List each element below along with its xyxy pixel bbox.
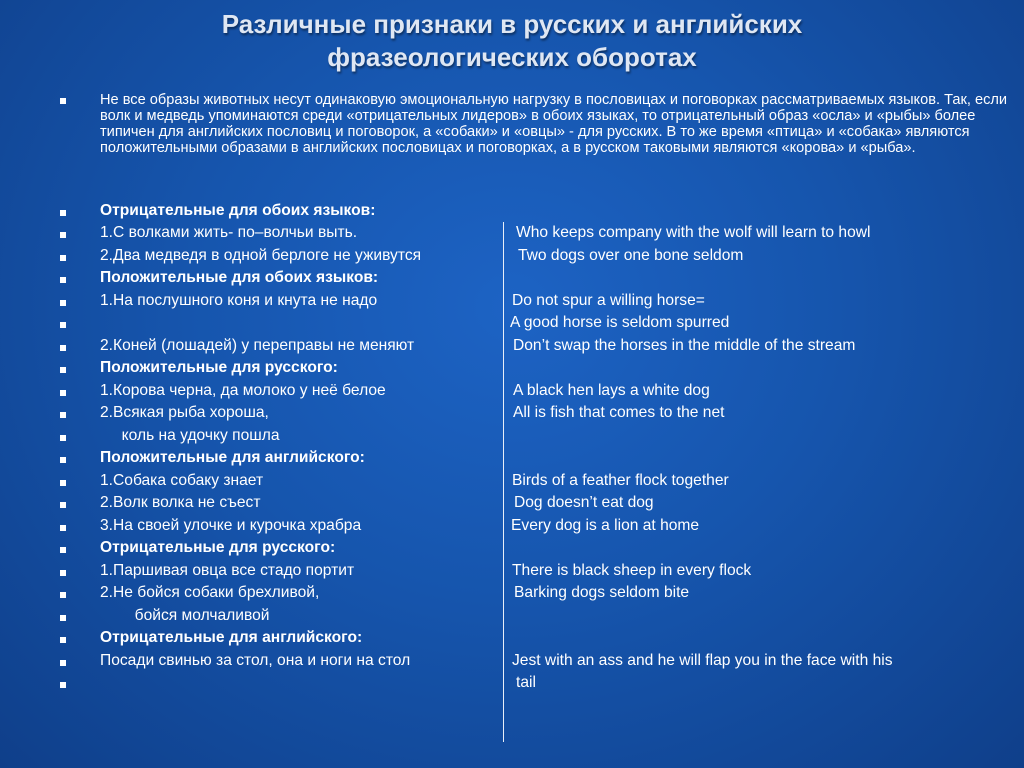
bullet-icon [60,592,66,598]
russian-proverb: бойся молчаливой [100,607,270,624]
section-heading-row [60,539,1015,561]
bullet-icon [60,457,66,463]
section-heading-row [60,202,1015,224]
russian-proverb: 1.Корова черна, да молоко у неё белое [100,382,386,399]
proverb-row [60,652,1015,674]
proverb-row [60,382,1015,404]
bullet-icon [60,480,66,486]
proverb-row [60,224,1015,246]
proverb-row [60,584,1015,606]
english-proverb: Every dog is a lion at home [511,517,700,534]
bullet-icon [60,345,66,351]
english-proverb: There is black sheep in every flock [512,562,752,579]
english-proverb: Who keeps company with the wolf will learn to howl [516,224,871,241]
english-proverb: Birds of a feather flock together [512,472,729,489]
proverb-row [60,494,1015,516]
english-proverb: Jest with an ass and he will flap you in the face with his [512,652,893,669]
english-proverb: A black hen lays a white dog [513,382,710,399]
proverb-row [60,674,1015,696]
bullet-icon [60,525,66,531]
bullet-icon [60,502,66,508]
bullet-icon [60,255,66,261]
english-proverb: Barking dogs seldom bite [514,584,690,601]
english-proverb: Two dogs over one bone seldom [518,247,744,264]
russian-proverb: 3.На своей улочке и курочка храбра [100,517,362,534]
proverb-row [60,314,1015,336]
bullet-icon [60,322,66,328]
bullet-icon [60,98,66,104]
bullet-icon [60,660,66,666]
section-heading-row [60,359,1015,381]
russian-proverb: 2.Не бойся собаки брехливой, [100,584,320,601]
slide-title-line-1: Различные признаки в русских и английских [221,9,803,39]
slide-title [0,8,1024,74]
bullet-icon [60,615,66,621]
intro-text: Не все образы животных несут одинаковую эмоциональную нагрузку в пословицах и поговорках рассматриваемых языков. Так, если волк и медведь упоминаются среди «отрицательных лидеров» в обоих языках, то отрицательный образ «осла» и «рыбы» более типичен для английских пословиц и поговорок, а «собаки» и «овцы» - для русских. В то же время «птица» и «собака» являются положительными образами в английских пословицах и поговорках, а в русском таковыми являются «корова» и «рыба». [100,92,1008,156]
russian-proverb: коль на удочку пошла [100,427,280,444]
proverb-row [60,404,1015,426]
bullet-icon [60,570,66,576]
column-divider [503,222,504,742]
russian-proverb: 2.Коней (лошадей) у переправы не меняют [100,337,415,354]
bullet-icon [60,682,66,688]
slide-title-line-2: фразеологических оборотах [327,42,697,72]
bullet-icon [60,232,66,238]
bullet-icon [60,547,66,553]
russian-proverb: 2.Два медведя в одной берлоге не уживутся [100,247,422,264]
bullet-icon [60,300,66,306]
russian-proverb: 1.Собака собаку знает [100,472,264,489]
proverb-row [60,247,1015,269]
section-heading: Отрицательные для английского: [100,629,363,646]
proverb-row [60,292,1015,314]
english-proverb: All is fish that comes to the net [513,404,725,421]
section-heading: Положительные для русского: [100,359,338,376]
bullet-icon [60,637,66,643]
english-proverb: Do not spur a willing horse= [512,292,705,309]
english-proverb: tail [516,674,536,691]
proverb-row [60,562,1015,584]
russian-proverb: 1.На послушного коня и кнута не надо [100,292,378,309]
russian-proverb: 1.Паршивая овца все стадо портит [100,562,355,579]
section-heading-row [60,269,1015,291]
bullet-icon [60,435,66,441]
proverb-row [60,472,1015,494]
russian-proverb: 2.Волк волка не съест [100,494,261,511]
bullet-icon [60,367,66,373]
proverb-row [60,517,1015,539]
bullet-icon [60,412,66,418]
proverb-row [60,337,1015,359]
bullet-icon [60,277,66,283]
russian-proverb: Посади свинью за стол, она и ноги на стол [100,652,411,669]
english-proverb: Dog doesn’t eat dog [514,494,654,511]
section-heading-row [60,629,1015,651]
proverb-row [60,607,1015,629]
english-proverb: A good horse is seldom spurred [510,314,730,331]
russian-proverb: 1.С волками жить- по–волчьи выть. [100,224,358,241]
section-heading: Положительные для английского: [100,449,365,466]
section-heading-row [60,449,1015,471]
bullet-icon [60,390,66,396]
section-heading: Положительные для обоих языков: [100,269,379,286]
english-proverb: Don’t swap the horses in the middle of the stream [513,337,856,354]
proverb-row [60,427,1015,449]
russian-proverb: 2.Всякая рыба хороша, [100,404,269,421]
section-heading: Отрицательные для русского: [100,539,336,556]
section-heading: Отрицательные для обоих языков: [100,202,376,219]
bullet-icon [60,210,66,216]
